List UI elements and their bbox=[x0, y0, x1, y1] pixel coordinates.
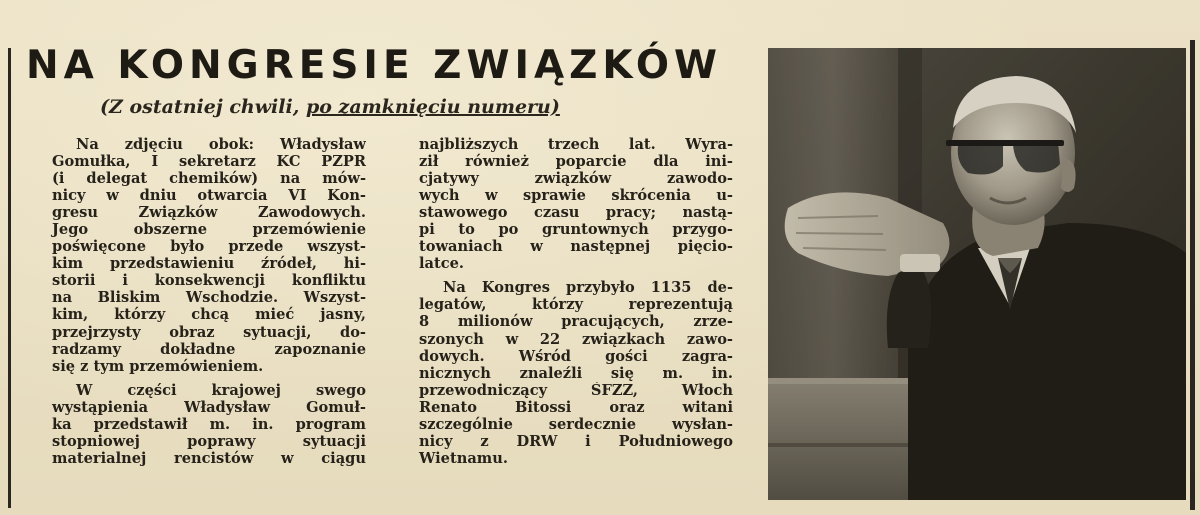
photo-illustration bbox=[768, 48, 1186, 500]
text-line: nicznych znaleźli się m. in. bbox=[419, 364, 733, 382]
left-margin-rule bbox=[8, 48, 11, 508]
text-line: najbliższych trzech lat. Wyra- bbox=[419, 136, 733, 153]
text-line: kim, którzy chcą mieć jasny, bbox=[52, 306, 366, 324]
column2-paragraph-1 bbox=[395, 136, 733, 272]
text-line: ził również poparcie dla ini- bbox=[419, 153, 733, 171]
text-line: Jego obszerne przemówienie bbox=[52, 221, 366, 239]
text-line: dowych. Wśród gości zagra- bbox=[419, 347, 733, 365]
text-line: poświęcone było przede wszyst- bbox=[52, 238, 366, 256]
text-line: szonych w 22 związkach zawo- bbox=[419, 330, 733, 348]
text-line: Renato Bitossi oraz witani bbox=[419, 398, 733, 416]
text-column-1 bbox=[28, 136, 366, 467]
column2-paragraph-2 bbox=[395, 279, 733, 467]
text-line: Na zdjęciu obok: Władysław bbox=[76, 136, 366, 153]
text-line: wych w sprawie skrócenia u- bbox=[419, 187, 733, 205]
text-line: storii i konsekwencji konfliktu bbox=[52, 272, 366, 290]
text-line: gresu Związków Zawodowych. bbox=[52, 204, 366, 222]
text-line: latce. bbox=[419, 255, 464, 273]
text-line: wystąpienia Władysław Gomuł- bbox=[52, 398, 366, 416]
text-line: towaniach w następnej pięcio- bbox=[419, 238, 733, 256]
column1-paragraph-1 bbox=[28, 136, 366, 375]
text-line: materialnej rencistów w ciągu bbox=[52, 449, 366, 467]
column1-paragraph-2 bbox=[28, 382, 366, 467]
text-line: radzamy dokładne zapoznanie bbox=[52, 340, 366, 358]
text-line: na Bliskim Wschodzie. Wszyst- bbox=[52, 289, 366, 307]
article-subhead bbox=[100, 92, 660, 122]
subhead-part-1: (Z ostatniej chwili, bbox=[100, 96, 306, 118]
text-line: Na Kongres przybyło 1135 de- bbox=[443, 279, 733, 297]
text-line: szczególnie serdecznie wysłan- bbox=[419, 415, 733, 433]
text-line: nicy w dniu otwarcia VI Kon- bbox=[52, 187, 366, 205]
article-headline: NA KONGRESIE ZWIĄZKÓW bbox=[26, 43, 723, 88]
text-line: Gomułka, I sekretarz KC PZPR bbox=[52, 153, 366, 171]
subhead-part-2: po zamknięciu numeru) bbox=[305, 96, 560, 118]
text-line: przejrzysty obraz sytuacji, do- bbox=[52, 323, 366, 341]
text-line: legatów, którzy reprezentują bbox=[419, 296, 733, 314]
text-line: 8 milionów pracujących, zrze- bbox=[419, 313, 733, 331]
text-line: się z tym przemówieniem. bbox=[52, 357, 264, 375]
text-line: stawowego czasu pracy; nastą- bbox=[419, 204, 733, 222]
text-column-2 bbox=[395, 136, 733, 467]
text-line: przewodniczący ŚFZZ, Włoch bbox=[419, 381, 733, 399]
right-margin-rule bbox=[1190, 40, 1195, 510]
text-line: W części krajowej swego bbox=[76, 381, 366, 399]
text-line: kim przedstawieniu źródeł, hi- bbox=[52, 255, 366, 273]
text-line: pi to po gruntownych przygo- bbox=[419, 221, 733, 239]
text-line: Wietnamu. bbox=[419, 449, 508, 467]
text-line: cjatywy związków zawodo- bbox=[419, 170, 733, 188]
photo-tone bbox=[768, 48, 1186, 500]
text-line: (i delegat chemików) na mów- bbox=[52, 170, 366, 188]
speaker-photo bbox=[768, 48, 1186, 500]
text-line: nicy z DRW i Południowego bbox=[419, 432, 733, 450]
text-line: stopniowej poprawy sytuacji bbox=[52, 432, 366, 450]
text-line: ka przedstawił m. in. program bbox=[52, 415, 366, 433]
